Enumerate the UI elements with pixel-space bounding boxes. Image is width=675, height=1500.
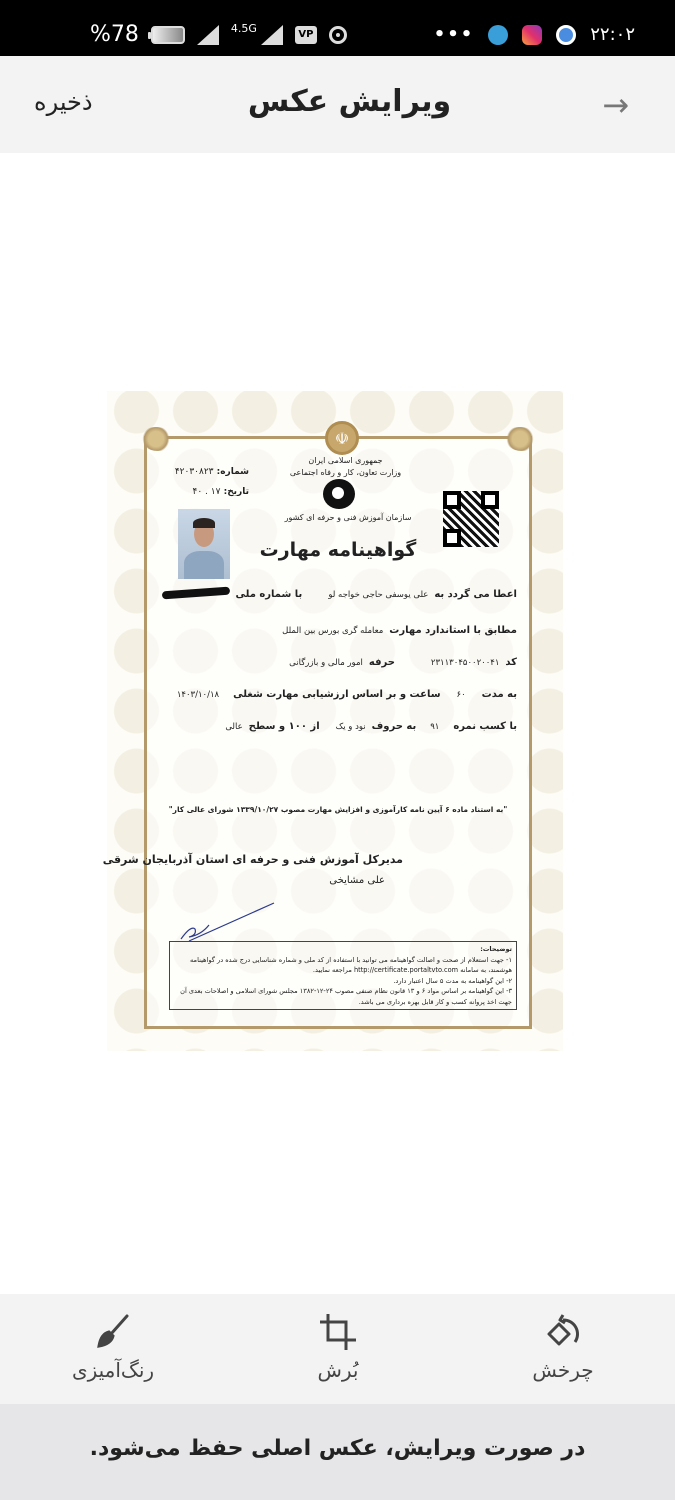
crop-icon	[268, 1312, 408, 1352]
exam-date: ۱۴۰۳/۱۰/۱۸	[176, 690, 220, 700]
instagram-icon	[522, 25, 542, 45]
org-name: سازمان آموزش فنی و حرفه ای کشور	[284, 513, 412, 522]
paint-label: رنگ‌آمیزی	[71, 1358, 155, 1382]
awarded-name: علی یوسفی حاجی خواجه لو	[328, 590, 429, 600]
paintbrush-icon	[43, 1312, 183, 1352]
standard-label: مطابق با استاندارد مهارت	[389, 625, 517, 636]
gov-line-2: وزارت تعاون، کار و رفاه اجتماعی	[289, 468, 402, 477]
cert-number-label: شماره:	[216, 467, 249, 477]
score-label: با کسب نمره	[453, 721, 517, 732]
save-button[interactable]: ذخیره	[34, 88, 93, 116]
tvto-logo-icon	[323, 479, 355, 509]
signal-icon	[197, 25, 219, 45]
score-words-label: به حروف	[371, 721, 417, 732]
page-title: ویرایش عکس	[247, 84, 452, 119]
director-title: مدیرکل آموزش فنی و حرفه ای استان آذربایجان شرقی	[102, 853, 403, 866]
note-item: ۱- جهت استعلام از صحت و اصالت گواهینامه می توانید با استفاده از کد ملی و شماره شناسایی درج شده در گواهینامه هوشمند، به سامانه http://certificate.portaltvto.com مراجعه نمایید.	[190, 955, 512, 974]
director-name: علی مشایخی	[329, 875, 385, 886]
messages-icon	[556, 25, 576, 45]
more-notifications-icon: •••	[433, 24, 475, 45]
rotate-button[interactable]	[493, 1312, 633, 1382]
score-value: ۹۱	[430, 722, 440, 732]
crop-button[interactable]	[268, 1312, 408, 1382]
note-item: ۳- این گواهینامه بر اساس مواد ۶ و ۱۳ قانون نظام صنفی مصوب ۲۴-۱۲-۱۳۸۲ مجلس شورای اسلامی و اصلاحات بعدی آن جهت اخذ پروانه کسب و کار قابل بهره برداری می باشد.	[180, 987, 512, 1006]
duration-label: به مدت	[481, 689, 517, 700]
duration-value: ۶۰	[456, 690, 466, 700]
notes-title: توضیحات:	[480, 945, 512, 953]
status-bar	[0, 0, 675, 56]
rotate-icon	[493, 1312, 633, 1352]
awarded-label: اعطا می گردد به	[434, 589, 517, 600]
level-label: از ۱۰۰ و سطح	[248, 721, 320, 732]
duration-suffix: ساعت و بر اساس ارزشیابی مهارت شغلی	[233, 689, 441, 700]
score-row	[159, 721, 517, 732]
cert-date	[193, 487, 249, 497]
gov-line-1: جمهوری اسلامی ایران	[308, 456, 383, 465]
network-type: 4.5G	[230, 22, 257, 35]
image-canvas	[0, 153, 675, 1294]
trade-label: حرفه	[368, 657, 395, 668]
code-value: ۲۳۱۱۳۰۴۵۰۰۲۰۰۴۱	[430, 658, 500, 668]
rotate-label: چرخش	[532, 1358, 594, 1382]
cert-number-value: ۴۲۰۳۰۸۲۳	[174, 467, 214, 477]
paint-button[interactable]	[43, 1312, 183, 1382]
back-arrow-icon[interactable]: →	[602, 86, 629, 124]
original-preserved-message: در صورت ویرایش، عکس اصلی حفظ می‌شود.	[89, 1436, 586, 1461]
signal-icon-2	[261, 25, 283, 45]
telegram-icon	[488, 25, 508, 45]
redacted-national-id	[161, 587, 229, 600]
standard-row	[159, 625, 517, 636]
ornament-icon	[141, 427, 171, 451]
app-header	[0, 56, 675, 153]
level-value: عالی	[225, 722, 243, 732]
battery-icon	[151, 26, 185, 44]
status-right	[434, 24, 635, 45]
code-row	[159, 657, 517, 668]
iran-emblem-icon: ☫	[325, 421, 359, 455]
score-words: نود و یک	[335, 722, 366, 732]
cert-date-label: تاریخ:	[223, 487, 249, 497]
code-label: کد	[505, 657, 517, 668]
info-footer	[0, 1404, 675, 1500]
certificate	[102, 428, 532, 1029]
trade-value: امور مالی و بازرگانی	[289, 658, 363, 668]
clock: ۲۲:۰۲	[590, 24, 635, 45]
alarm-icon	[329, 26, 347, 44]
battery-percent: %78	[90, 22, 139, 47]
certificate-title: گواهینامه مهارت	[259, 539, 417, 561]
edit-toolbar	[0, 1294, 675, 1404]
standard-value: معامله گری بورس بین الملل	[282, 626, 384, 636]
legal-quote: "به استناد ماده ۶ آیین نامه کارآموزی و افزایش مهارت مصوب ۱۳۳۹/۱۰/۲۷ شورای عالی کار"	[168, 805, 508, 814]
cert-number	[175, 467, 249, 477]
crop-label: بُرش	[317, 1358, 359, 1382]
signature	[179, 895, 279, 945]
awarded-row	[159, 589, 517, 600]
note-item: ۲- این گواهینامه به مدت ۵ سال اعتبار دارد.	[393, 976, 512, 985]
national-id-label: با شماره ملی	[235, 589, 303, 600]
ornament-icon	[505, 427, 535, 451]
notes-box	[169, 941, 517, 1010]
status-left	[90, 22, 347, 47]
duration-row	[159, 689, 517, 700]
cert-date-value: ۱۷ . ۴۰	[192, 487, 221, 497]
vpn-icon: VP	[295, 26, 317, 44]
